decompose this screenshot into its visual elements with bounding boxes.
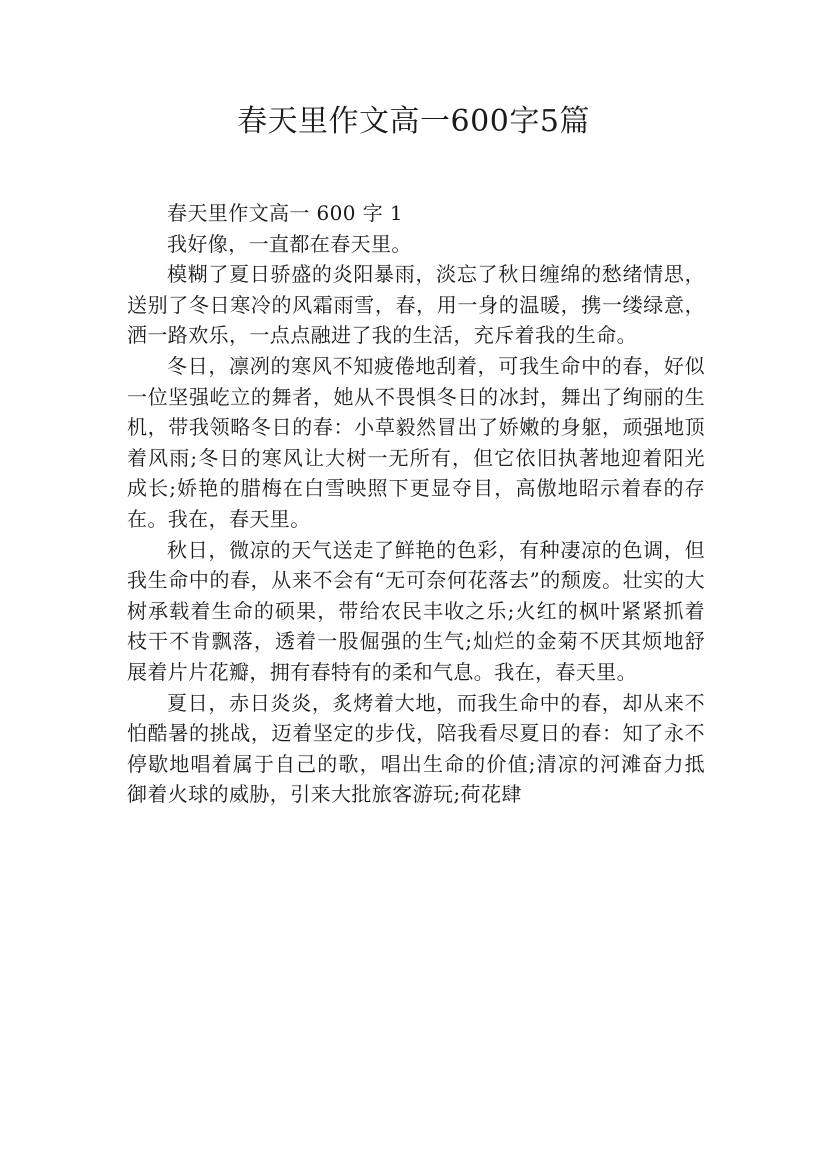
document-title: 春天里作文高一600字5篇 [237, 104, 590, 139]
paragraph: 秋日，微凉的天气送走了鲜艳的色彩，有种凄凉的色调，但我生命中的春，从来不会有“无可奈何花落去”的颓废。壮实的大树承载着生命的硕果，带给农民丰收之乐;火红的枫叶紧紧抓着枝干不肯飘落，透着一股倔强的生气;灿烂的金菊不厌其烦地舒展着片片花瓣，拥有春特有的柔和气息。我在，春天里。 [127, 537, 705, 684]
paragraph: 冬日，凛冽的寒风不知疲倦地刮着，可我生命中的春，好似一位坚强屹立的舞者，她从不畏惧冬日的冰封，舞出了绚丽的生机，带我领略冬日的春：小草毅然冒出了娇嫩的身躯，顽强地顶着风雨;冬日的寒风让大树一无所有，但它依旧执著地迎着阳光成长;娇艳的腊梅在白雪映照下更显夺目，高傲地昭示着春的存在。我在，春天里。 [127, 353, 705, 531]
paragraph: 模糊了夏日骄盛的炎阳暴雨，淡忘了秋日缠绵的愁绪情思，送别了冬日寒冷的风霜雨雪，春，用一身的温暖，携一缕绿意，洒一路欢乐，一点点融进了我的生活，充斥着我的生命。 [127, 262, 705, 348]
paragraph: 夏日，赤日炎炎，炙烤着大地，而我生命中的春，却从来不怕酷暑的挑战，迈着坚定的步伐，陪我看尽夏日的春：知了永不停歇地唱着属于自己的歌，唱出生命的价值;清凉的河滩奋力抵御着火球的威胁，引来大批旅客游玩;荷花肆 [127, 690, 705, 807]
paragraph-subtitle: 春天里作文高一 600 字 1 [167, 201, 403, 225]
paragraph: 我好像，一直都在春天里。 [167, 231, 412, 256]
document-body [127, 198, 705, 810]
